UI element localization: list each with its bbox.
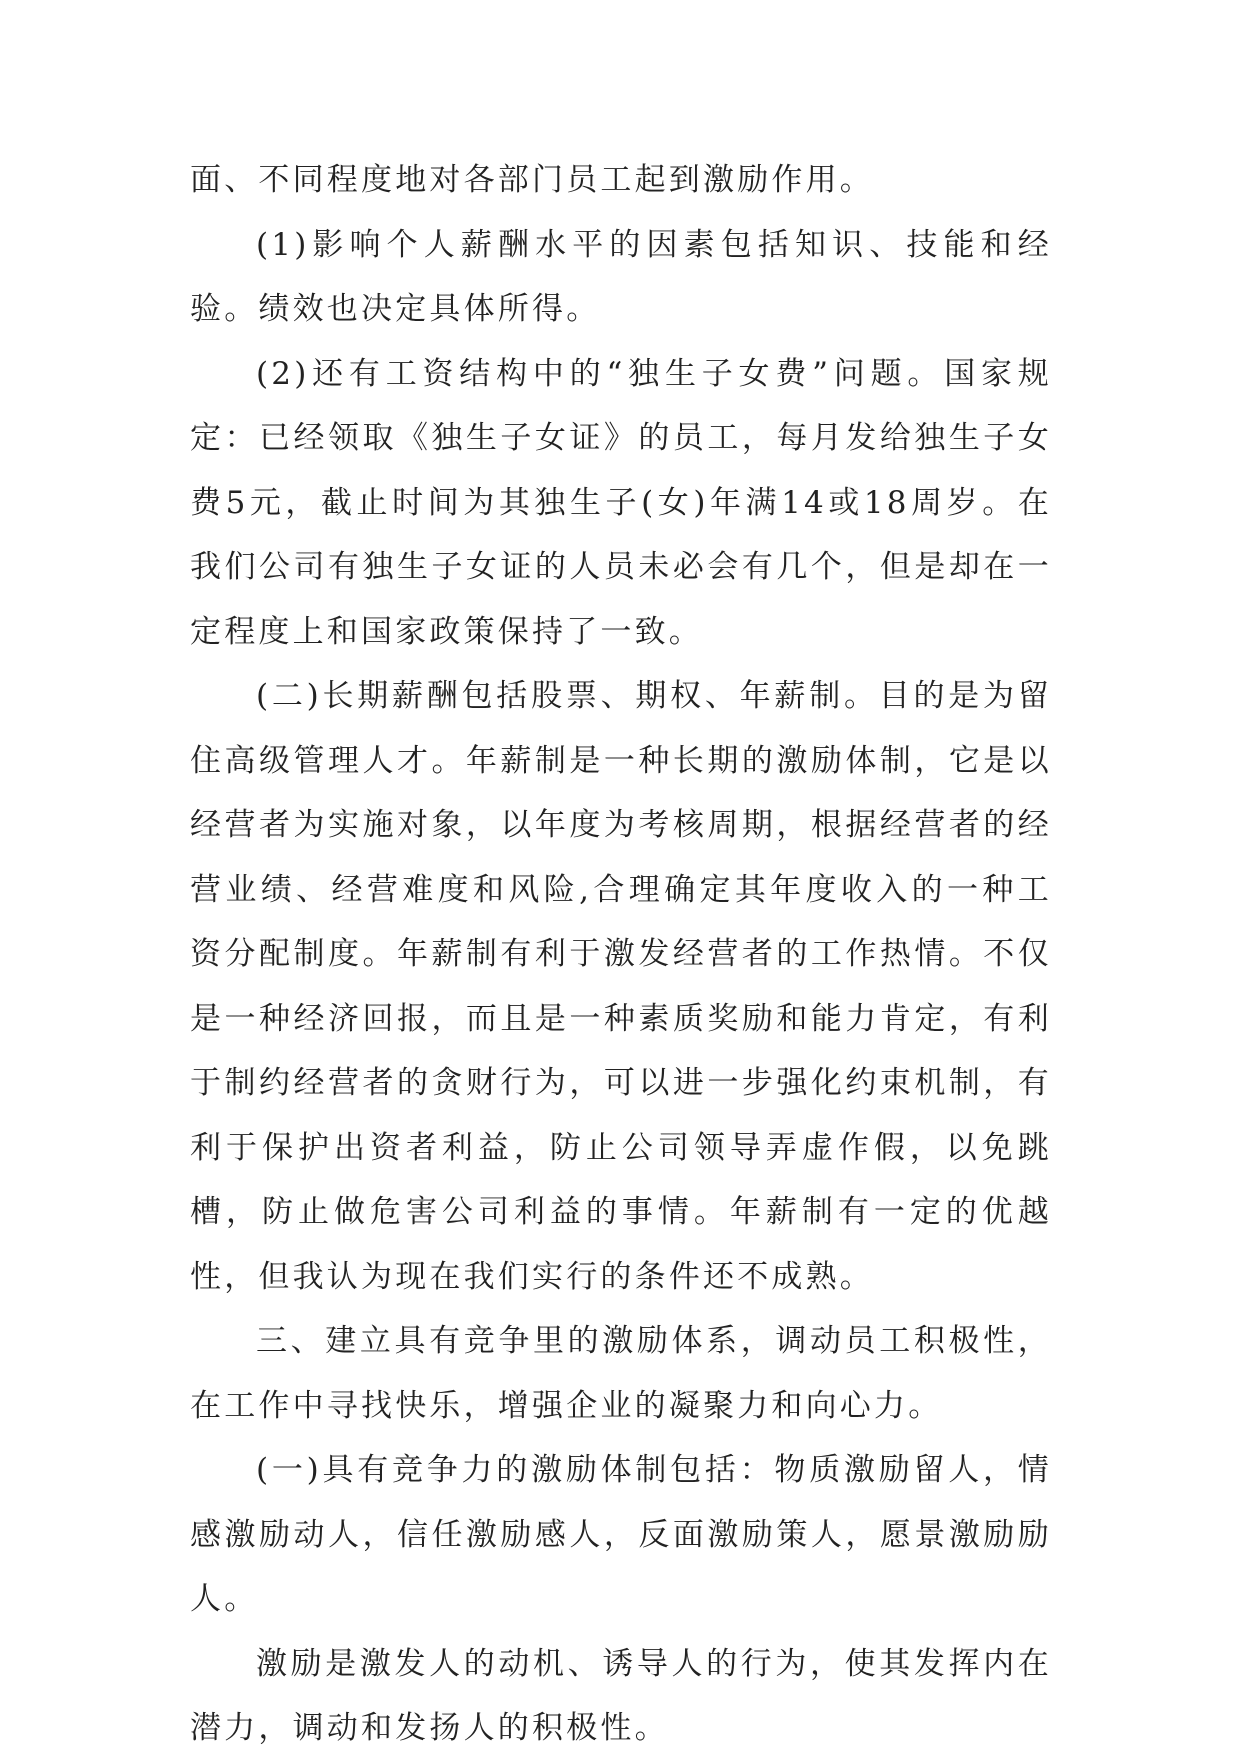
paragraph-7: 激励是激发人的动机、诱导人的行为，使其发挥内在潜力，调动和发扬人的积极性。 bbox=[190, 1645, 1052, 1746]
paragraph-1: 面、不同程度地对各部门员工起到激励作用。 bbox=[190, 162, 874, 198]
paragraph-4: (二)长期薪酬包括股票、期权、年薪制。目的是为留住高级管理人才。年薪制是一种长期的激励体制，它是以经营者为实施对象，以年度为考核周期，根据经营者的经营业绩、经营难度和风险,合理确定其年度收入的一种工资分配制度。年薪制有利于激发经营者的工作热情。不仅是一种经济回报，而且是一种素质奖励和能力肯定，有利于制约经营者的贪财行为，可以进一步强化约束机制，有利于保护出资者利益，防止公司领导弄虚作假，以免跳槽，防止做危害公司利益的事情。年薪制有一定的优越性，但我认为现在我们实行的条件还不成熟。 bbox=[190, 678, 1052, 1295]
paragraph-6: (一)具有竞争力的激励体制包括：物质激励留人，情感激励动人，信任激励感人，反面激励策人，愿景激励励人。 bbox=[190, 1452, 1052, 1617]
paragraph-5: 三、建立具有竞争里的激励体系，调动员工积极性，在工作中寻找快乐，增强企业的凝聚力和向心力。 bbox=[190, 1323, 1052, 1424]
paragraph-3: (2)还有工资结构中的“独生子女费”问题。国家规定：已经领取《独生子女证》的员工，每月发给独生子女费5元，截止时间为其独生子(女)年满14或18周岁。在我们公司有独生子女证的人员未必会有几个，但是却在一定程度上和国家政策保持了一致。 bbox=[190, 355, 1052, 650]
paragraph-2: (1)影响个人薪酬水平的因素包括知识、技能和经验。绩效也决定具体所得。 bbox=[190, 226, 1052, 327]
document-body bbox=[190, 148, 1052, 1761]
